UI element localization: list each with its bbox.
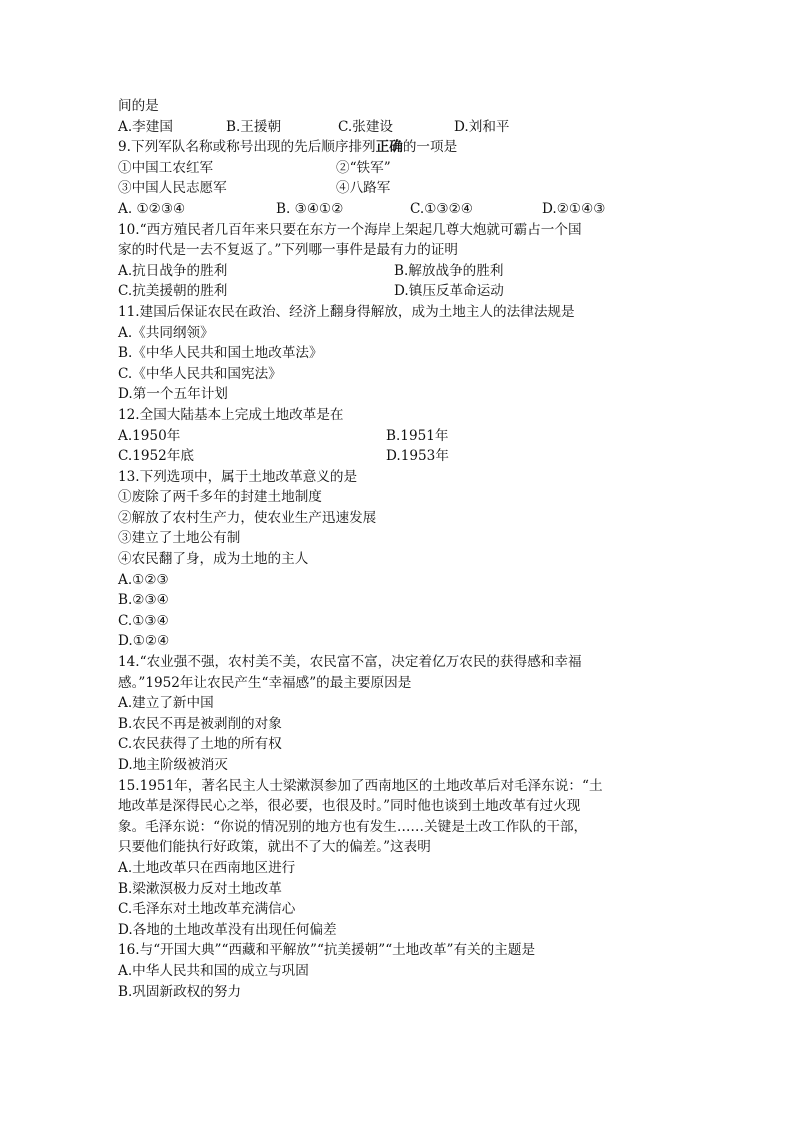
q9-stem-bold: 正确 xyxy=(375,139,403,156)
q11-option-a: A.《共同纲领》 xyxy=(118,324,214,341)
q16-stem: 16.与“开国大典”“西藏和平解放”“抗美援朝”“土地改革”有关的主题是 xyxy=(118,942,536,959)
q12-option-c: C.1952年底 xyxy=(118,448,195,465)
q10-options-row-1 xyxy=(118,261,698,282)
q8-stem-tail: 间的是 xyxy=(118,98,159,114)
q9-stem xyxy=(118,137,698,158)
q13-item-1: ①废除了两千多年的封建土地制度 xyxy=(118,489,322,506)
q13-item-4: ④农民翻了身，成为土地的主人 xyxy=(118,551,309,568)
q13-item-3: ③建立了土地公有制 xyxy=(118,530,241,547)
q9-option-c: C.①③②④ xyxy=(410,200,473,217)
q14-stem-line-2: 感。”1952年让农民产生“幸福感”的最主要原因是 xyxy=(118,674,412,691)
q8-option-b: B.王援朝 xyxy=(226,118,282,135)
q12-stem: 12.全国大陆基本上完成土地改革是在 xyxy=(118,406,344,423)
q12-option-d: D.1953年 xyxy=(386,448,449,465)
q13-option-d: D.①②④ xyxy=(118,633,170,650)
q15-stem-line-4: 只要他们能执行好政策，就出不了大的偏差。”这表明 xyxy=(118,839,431,856)
q16-option-b: B.巩固新政权的努力 xyxy=(118,983,242,1000)
q9-items-row-2 xyxy=(118,178,698,199)
q9-stem-pre: 9.下列军队名称或称号出现的先后顺序排列 xyxy=(118,139,376,156)
q10-stem-line-1: 10.“西方殖民者几百年来只要在东方一个海岸上架起几尊大炮就可霸占一个国 xyxy=(118,221,582,238)
q16-option-a: A.中华人民共和国的成立与巩固 xyxy=(118,962,309,979)
q10-option-d: D.镇压反革命运动 xyxy=(394,283,504,300)
exam-page xyxy=(118,96,698,1002)
q11-option-b: B.《中华人民共和国土地改革法》 xyxy=(118,345,323,362)
q8-option-c: C.张建设 xyxy=(338,118,394,135)
q9-items-row-1 xyxy=(118,158,698,179)
q15-option-b: B.梁漱溟极力反对土地改革 xyxy=(118,880,282,897)
q9-option-b: B. ③④①② xyxy=(276,200,344,217)
q9-item-2: ②“铁军” xyxy=(336,159,391,176)
q9-stem-post: 的一项是 xyxy=(402,139,458,156)
q8-option-a: A.李建国 xyxy=(118,118,173,135)
q10-option-a: A.抗日战争的胜利 xyxy=(118,262,228,279)
q10-options-row-2 xyxy=(118,281,698,302)
q15-option-d: D.各地的土地改革没有出现任何偏差 xyxy=(118,921,337,938)
q12-option-b: B.1951年 xyxy=(386,427,449,444)
q11-stem: 11.建国后保证农民在政治、经济上翻身得解放，成为土地主人的法律法规是 xyxy=(118,303,575,320)
q13-option-a: A.①②③ xyxy=(118,571,169,588)
q14-option-a: A.建立了新中国 xyxy=(118,695,214,712)
q9-item-4: ④八路军 xyxy=(336,180,391,197)
q10-option-b: B.解放战争的胜利 xyxy=(394,262,504,279)
q8-option-d: D.刘和平 xyxy=(454,118,510,135)
q13-option-c: C.①③④ xyxy=(118,612,169,629)
q11-option-d: D.第一个五年计划 xyxy=(118,386,228,403)
q14-stem-line-1: 14.“农业强不强，农村美不美，农民富不富，决定着亿万农民的获得感和幸福 xyxy=(118,654,582,671)
q9-option-d: D.②①④③ xyxy=(542,200,606,217)
q8-options xyxy=(118,117,698,138)
q9-item-3: ③中国人民志愿军 xyxy=(118,180,227,197)
q13-option-b: B.②③④ xyxy=(118,592,169,609)
q10-stem-line-2: 家的时代是一去不复返了。”下列哪一事件是最有力的证明 xyxy=(118,242,458,259)
q9-option-a: A. ①②③④ xyxy=(118,200,186,217)
q9-options xyxy=(118,199,698,220)
q15-option-c: C.毛泽东对土地改革充满信心 xyxy=(118,901,296,918)
q15-stem-line-2: 地改革是深得民心之举，很必要，也很及时。”同时他也谈到土地改革有过火现 xyxy=(118,798,581,815)
q14-option-d: D.地主阶级被消灭 xyxy=(118,757,228,773)
q12-options-row-2 xyxy=(118,446,698,467)
q15-stem-line-3: 象。毛泽东说：“你说的情况别的地方也有发生……关键是土改工作队的干部， xyxy=(118,818,588,835)
q9-item-1: ①中国工农红军 xyxy=(118,159,214,176)
q14-option-c: C.农民获得了土地的所有权 xyxy=(118,736,282,753)
q15-stem-line-1: 15.1951年，著名民主人士梁漱溟参加了西南地区的土地改革后对毛泽东说：“土 xyxy=(118,777,603,794)
q10-option-c: C.抗美援朝的胜利 xyxy=(118,283,228,300)
q14-option-b: B.农民不再是被剥削的对象 xyxy=(118,715,282,732)
q12-option-a: A.1950年 xyxy=(118,427,181,444)
q13-stem: 13.下列选项中，属于土地改革意义的是 xyxy=(118,468,358,485)
q11-option-c: C.《中华人民共和国宪法》 xyxy=(118,365,282,382)
q15-option-a: A.土地改革只在西南地区进行 xyxy=(118,859,296,876)
q13-item-2: ②解放了农村生产力，使农业生产迅速发展 xyxy=(118,509,377,526)
q12-options-row-1 xyxy=(118,426,698,447)
